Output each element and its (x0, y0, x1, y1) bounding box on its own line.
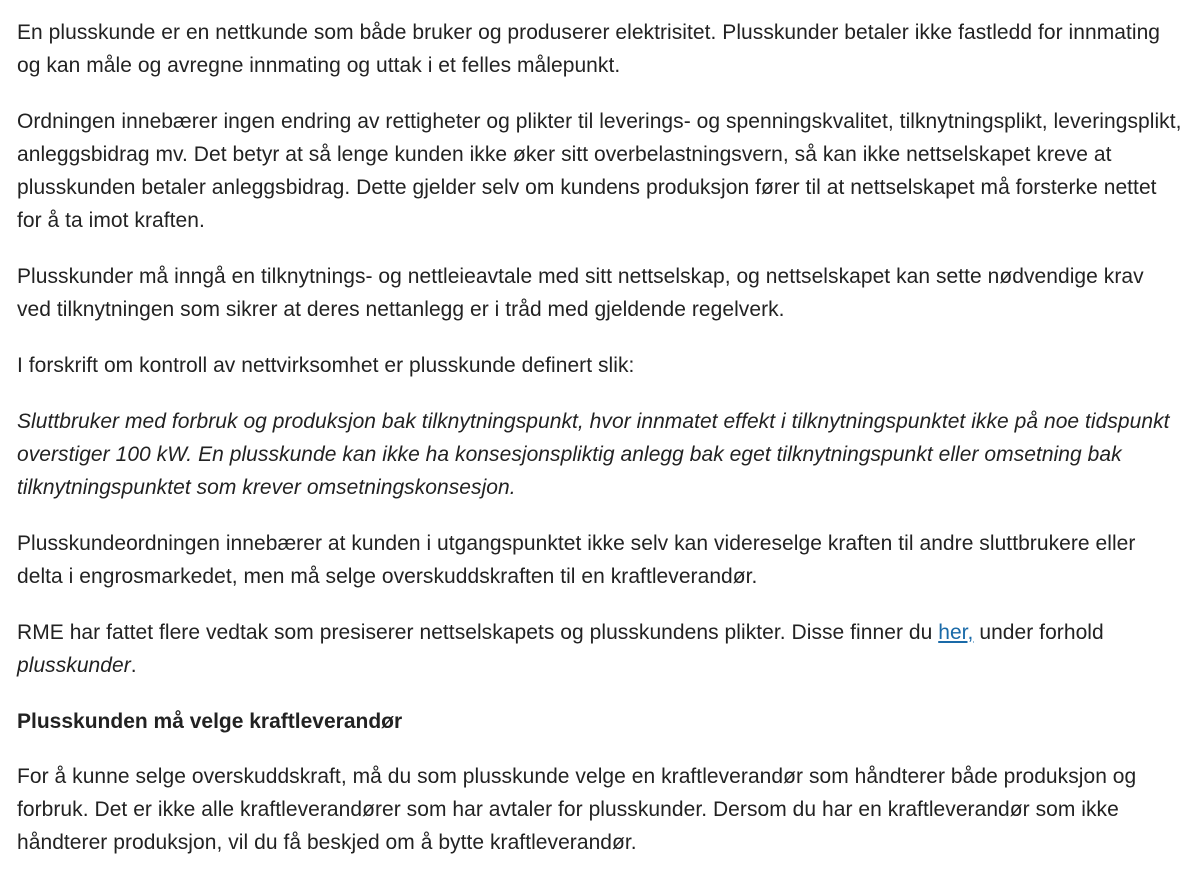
resale-paragraph: Plusskundeordningen innebærer at kunden i utgangspunktet ikke selv kan videreselge kraften til andre sluttbrukere eller delta i engrosmarkedet, men må selge overskuddskraften til en kraftleverandør. (17, 532, 1136, 588)
definition-quote: Sluttbruker med forbruk og produksjon bak tilknytningspunkt, hvor innmatet effekt i tilknytningspunktet ikke på noe tidspunkt overstiger 100 kW. En plusskunde kan ikke ha konsesjonspliktig anlegg bak eget tilknytningspunkt eller omsetning bak tilknytningspunktet som krever omsetningskonsesjon. (17, 410, 1170, 499)
decisions-text-middle: under forhold (973, 621, 1104, 644)
decisions-text-before: RME har fattet flere vedtak som presiserer nettselskapets og plusskundens plikter. Disse finner du (17, 621, 939, 644)
section-heading: Plusskunden må velge kraftleverandør (17, 710, 403, 733)
decisions-paragraph (17, 616, 1182, 682)
decisions-link[interactable]: her, (938, 621, 974, 644)
decisions-text-after: . (130, 654, 137, 677)
definition-intro-paragraph: I forskrift om kontroll av nettvirksomhet er plusskunde definert slik: (17, 354, 635, 377)
decisions-emphasis: plusskunder (17, 654, 131, 677)
agreement-paragraph: Plusskunder må inngå en tilknytnings- og nettleieavtale med sitt nettselskap, og nettselskapet kan sette nødvendige krav ved tilknytningen som sikrer at deres nettanlegg er i tråd med gjeldende regelverk. (17, 265, 1144, 321)
rights-paragraph: Ordningen innebærer ingen endring av rettigheter og plikter til leverings- og spenningskvalitet, tilknytningsplikt, leveringsplikt, anleggsbidrag mv. Det betyr at så lenge kunden ikke øker sitt overbelastningsvern, så kan ikke nettselskapet kreve at plusskunden betaler anleggsbidrag. Dette gjelder selv om kundens produksjon fører til at nettselskapet må forsterke nettet for å ta imot kraften. (17, 110, 1182, 232)
intro-paragraph: En plusskunde er en nettkunde som både bruker og produserer elektrisitet. Plusskunder betaler ikke fastledd for innmating og kan måle og avregne innmating og uttak i et felles målepunkt. (17, 21, 1161, 77)
supplier-paragraph: For å kunne selge overskuddskraft, må du som plusskunde velge en kraftleverandør som håndterer både produksjon og forbruk. Det er ikke alle kraftleverandører som har avtaler for plusskunder. Dersom du har en kraftleverandør som ikke håndterer produksjon, vil du få beskjed om å bytte kraftleverandør. (17, 765, 1137, 854)
